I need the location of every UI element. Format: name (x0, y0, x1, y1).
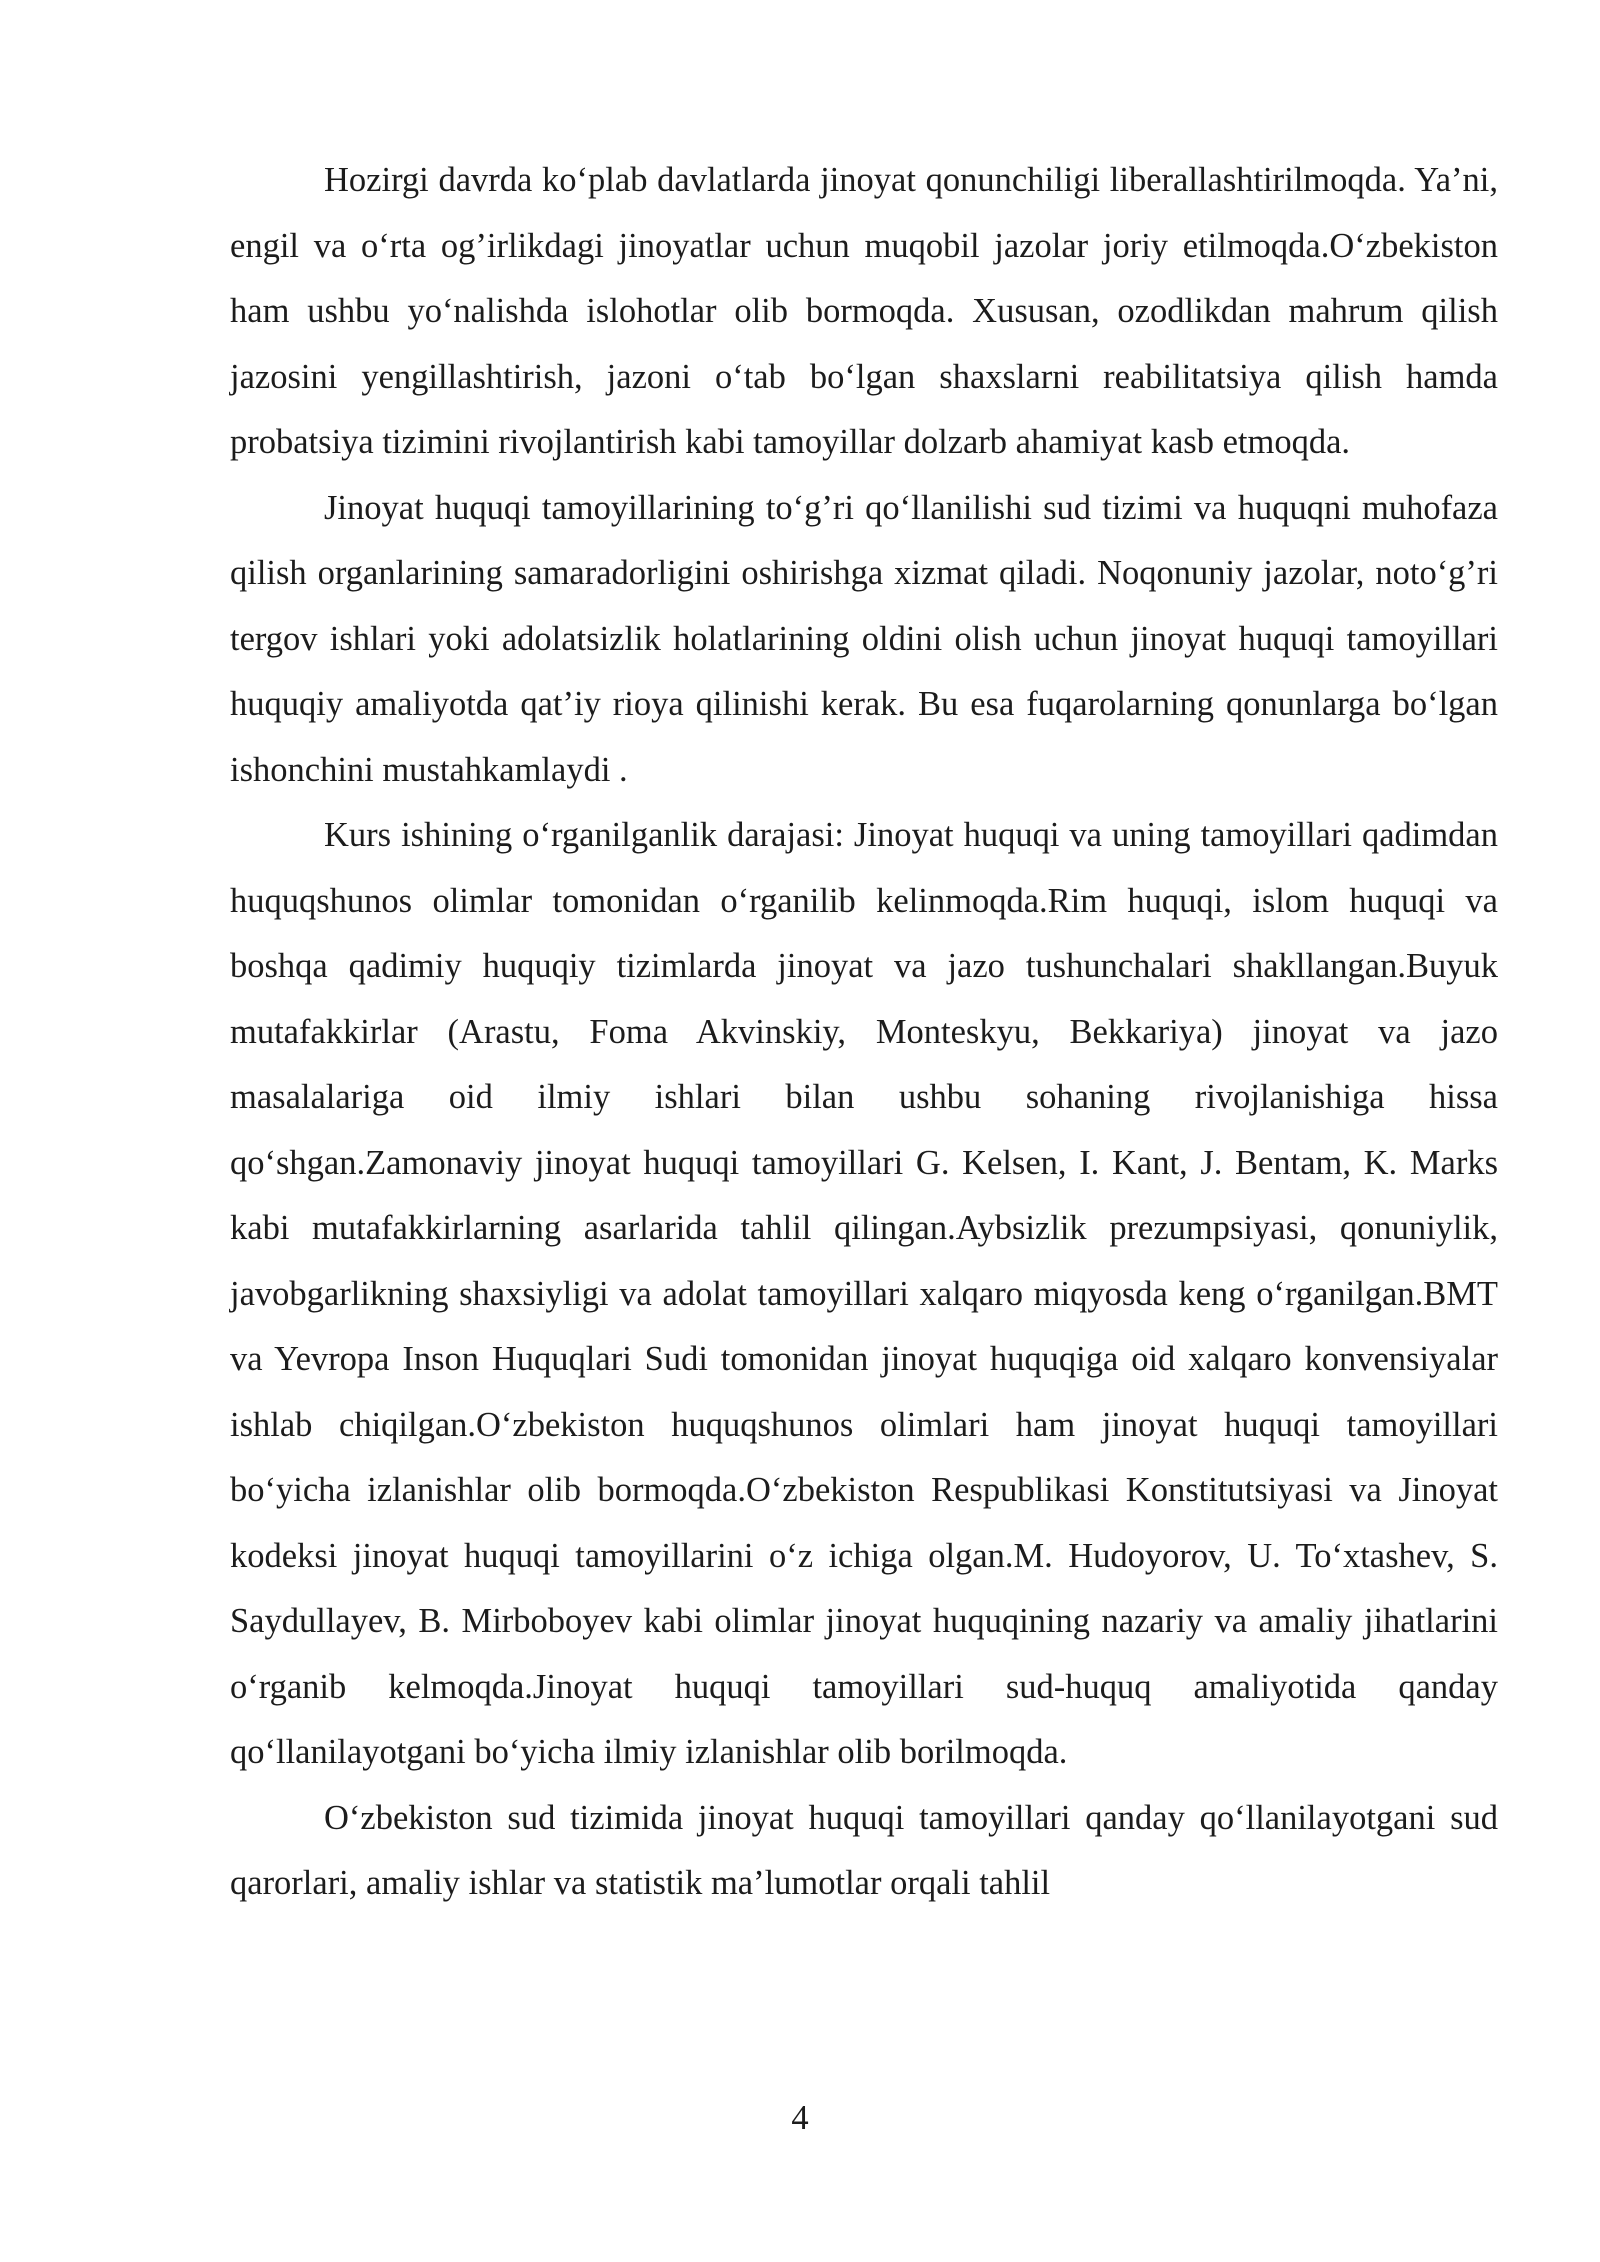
body-text (230, 148, 1498, 1917)
paragraph-1: Hozirgi davrda ko‘plab davlatlarda jinoyat qonunchiligi liberallashtirilmoqda. Ya’ni, engil va o‘rta og’irlikdagi jinoyatlar uchun muqobil jazolar joriy etilmoqda.O‘zbekiston ham ushbu yo‘nalishda islohotlar olib bormoqda. Xususan, ozodlikdan mahrum qilish jazosini yengillashtirish, jazoni o‘tab bo‘lgan shaxslarni reabilitatsiya qilish hamda probatsiya tizimini rivojlantirish kabi tamoyillar dolzarb ahamiyat kasb etmoqda. (230, 161, 1498, 461)
paragraph-3: Kurs ishining o‘rganilganlik darajasi: Jinoyat huquqi va uning tamoyillari qadimdan huquqshunos olimlar tomonidan o‘rganilib kelinmoqda.Rim huquqi, islom huquqi va boshqa qadimiy huquqiy tizimlarda jinoyat va jazo tushunchalari shakllangan.Buyuk mutafakkirlar (Arastu, Foma Akvinskiy, Monteskyu, Bekkariya) jinoyat va jazo masalalariga oid ilmiy ishlari bilan ushbu sohaning rivojlanishiga hissa qo‘shgan.Zamonaviy jinoyat huquqi tamoyillari G. Kelsen, I. Kant, J. Bentam, K. Marks kabi mutafakkirlarning asarlarida tahlil qilingan.Aybsizlik prezumpsiyasi, qonuniylik, javobgarlikning shaxsiyligi va adolat tamoyillari xalqaro miqyosda keng o‘rganilgan.BMT va Yevropa Inson Huquqlari Sudi tomonidan jinoyat huquqiga oid xalqaro konvensiyalar ishlab chiqilgan.O‘zbekiston huquqshunos olimlari ham jinoyat huquqi tamoyillari bo‘yicha izlanishlar olib bormoqda.O‘zbekiston Respublikasi Konstitutsiyasi va Jinoyat kodeksi jinoyat huquqi tamoyillarini o‘z ichiga olgan.M. Hudoyorov, U. To‘xtashev, S. Saydullayev, B. Mirboboyev kabi olimlar jinoyat huquqining nazariy va amaliy jihatlarini o‘rganib kelmoqda.Jinoyat huquqi tamoyillari sud-huquq amaliyotida qanday qo‘llanilayotgani bo‘yicha ilmiy izlanishlar olib borilmoqda. (230, 816, 1498, 1771)
page-number: 4 (791, 2099, 809, 2137)
paragraph-4: O‘zbekiston sud tizimida jinoyat huquqi tamoyillari qanday qo‘llanilayotgani sud qarorlari, amaliy ishlar va statistik ma’lumotlar orqali tahlil (230, 1798, 1498, 1902)
paragraph-2: Jinoyat huquqi tamoyillarining to‘g’ri qo‘llanilishi sud tizimi va huquqni muhofaza qilish organlarining samaradorligini oshirishga xizmat qiladi. Noqonuniy jazolar, noto‘g’ri tergov ishlari yoki adolatsizlik holatlarining oldini olish uchun jinoyat huquqi tamoyillari huquqiy amaliyotda qat’iy rioya qilinishi kerak. Bu esa fuqarolarning qonunlarga bo‘lgan ishonchini mustahkamlaydi . (230, 488, 1498, 789)
